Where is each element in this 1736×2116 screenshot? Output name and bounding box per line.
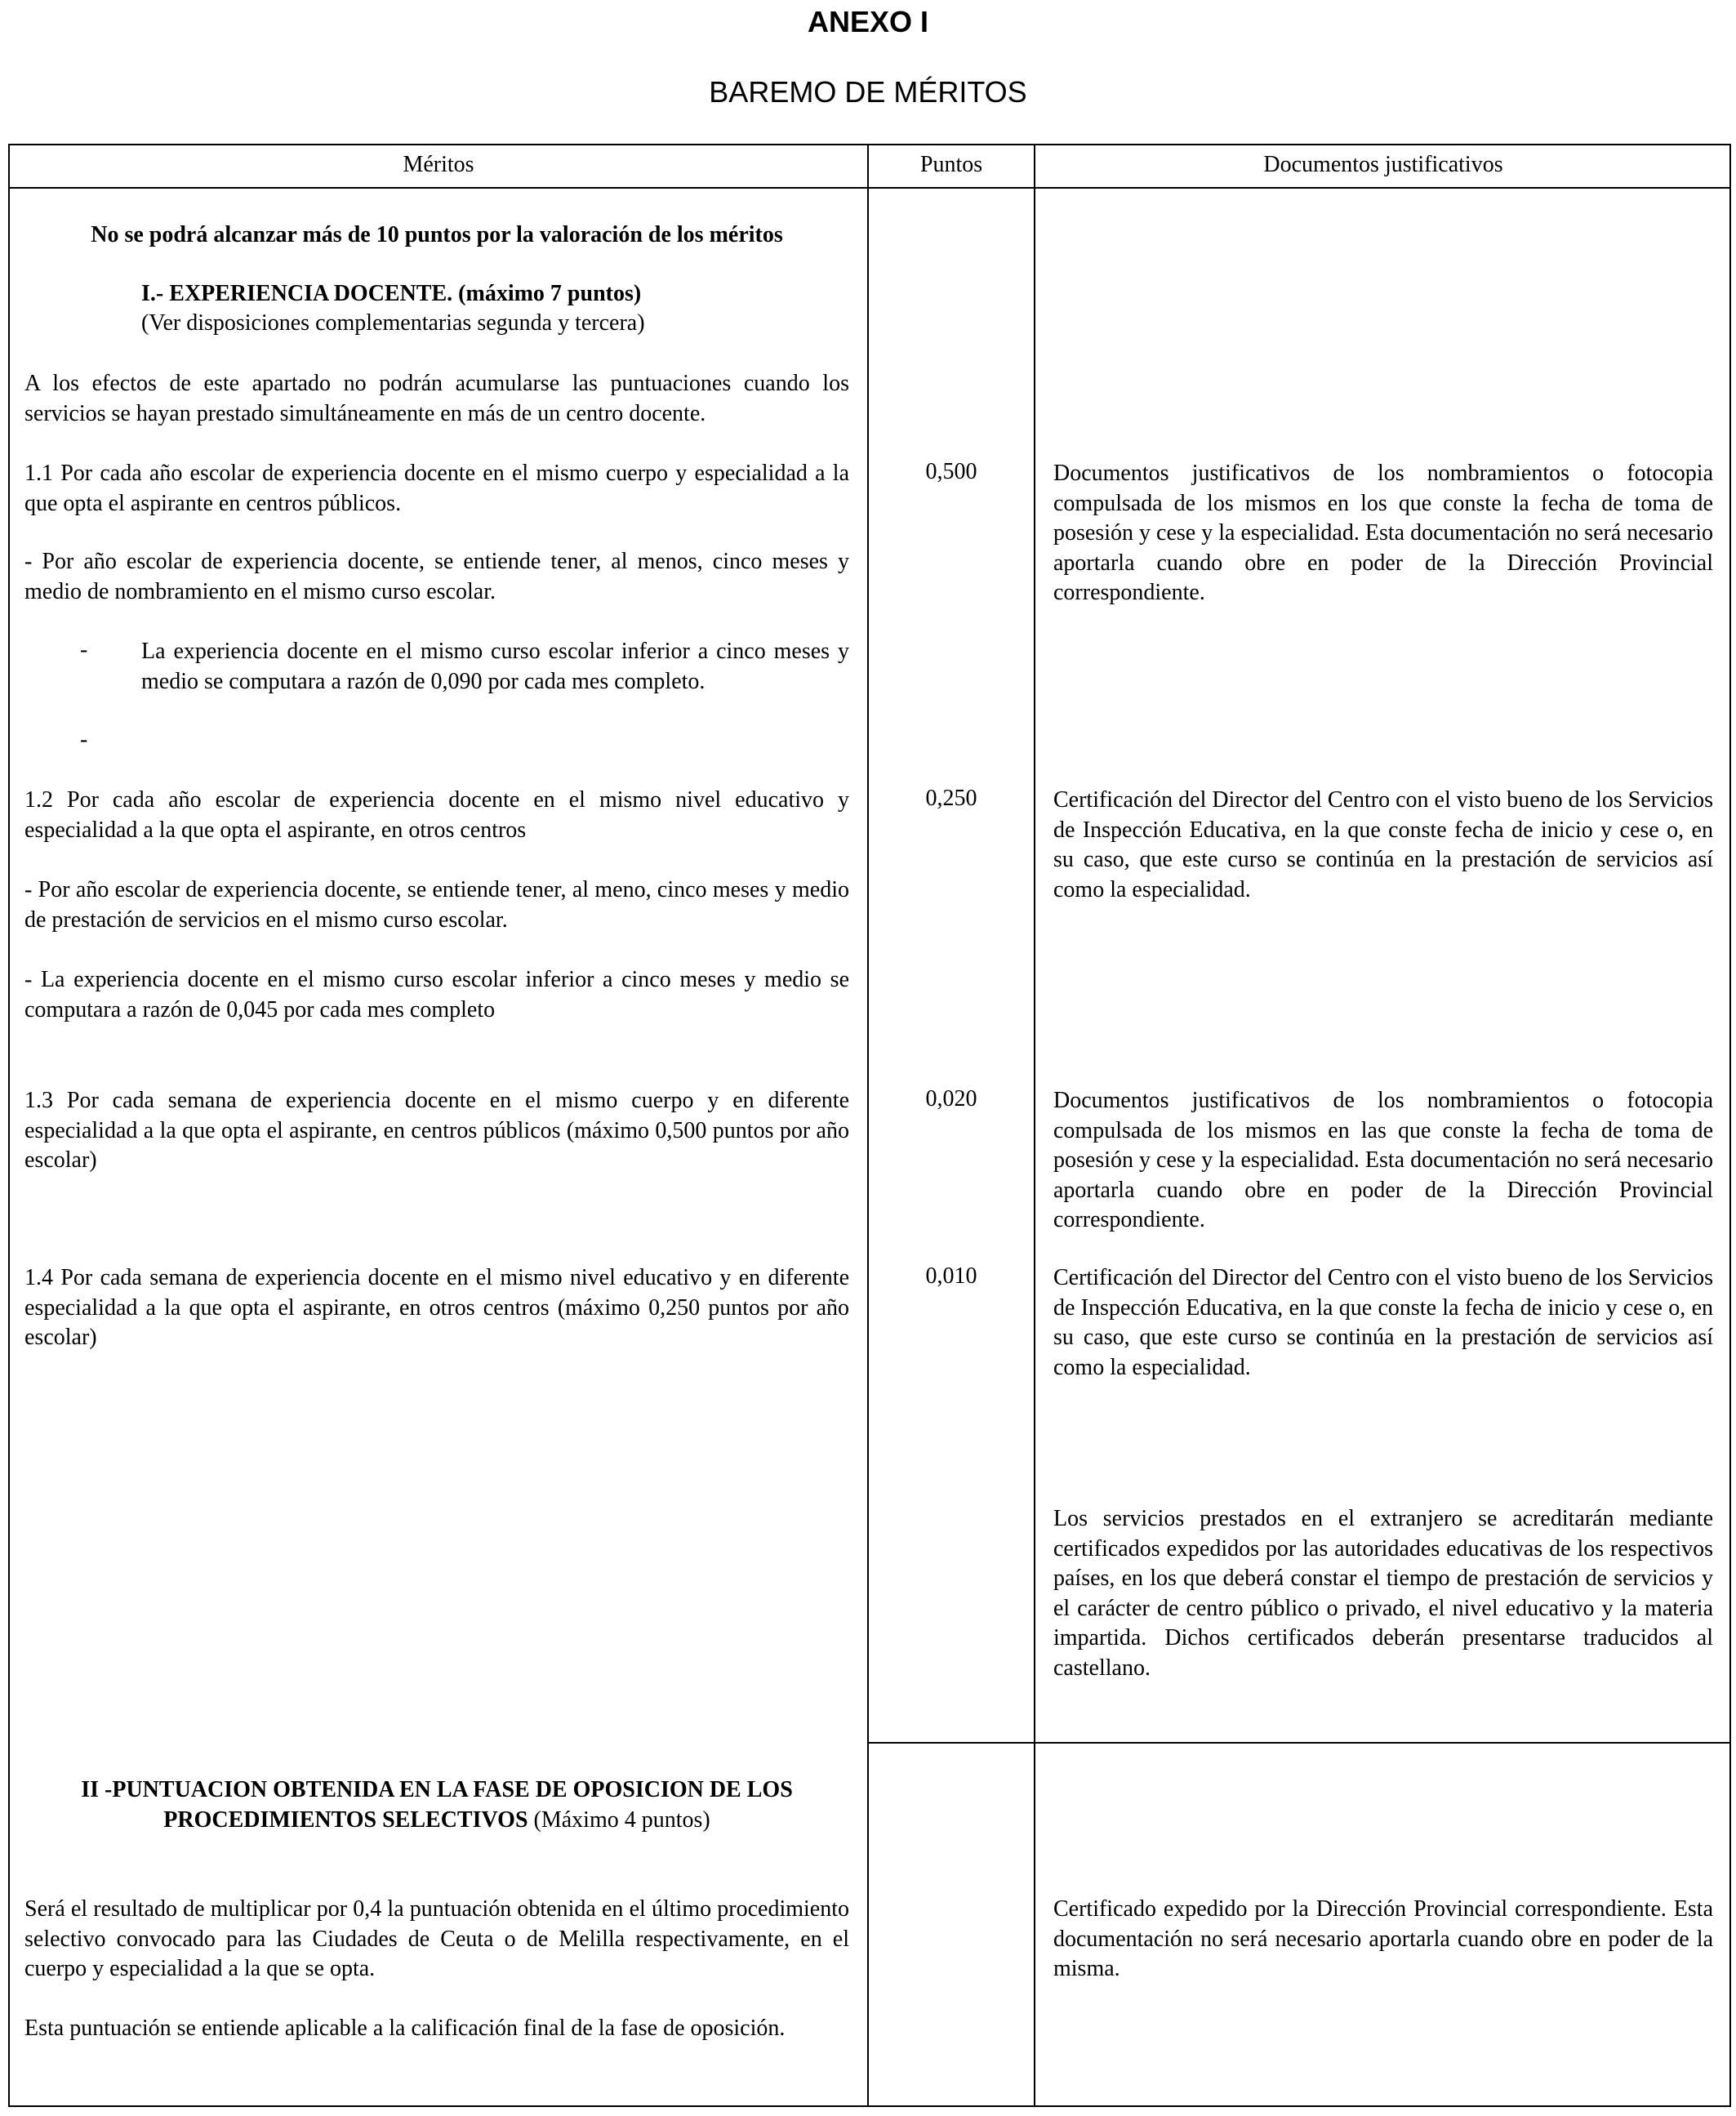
item-1-2-note-1: - Por año escolar de experiencia docente, se entiende tener, al meno, cinco meses y medio de prestación de servicios en el mismo curso escolar. bbox=[24, 877, 849, 933]
item-1-2-points: 0,250 bbox=[925, 786, 977, 811]
item-1-4-docs: Certificación del Director del Centro con el visto bueno de los Servicios de Inspección Educativa, en la que conste la fecha de inicio y cese o, en su caso, que este curso se continúa en la prestación de servicios así como la especialidad. bbox=[1053, 1265, 1713, 1380]
item-1-1-docs: Documentos justificativos de los nombramientos o fotocopia compulsada de los mismos en los que conste la fecha de toma de posesión y cese y la especialidad. Esta documentación no será necesario aportarla cuando obre en poder de la Dirección Provincial correspondiente. bbox=[1053, 461, 1713, 605]
section-2-text: Será el resultado de multiplicar por 0,4 la puntuación obtenida en el último procedimiento selectivo convocado para las Ciudades de Ceuta o de Melilla respectivamente, en el cuerpo y especialidad a la que se opta. bbox=[24, 1896, 849, 1981]
section-2-title-main: II -PUNTUACION OBTENIDA EN LA FASE DE OPOSICION DE LOS PROCEDIMIENTOS SELECTIVOS bbox=[81, 1777, 793, 1833]
header-row-divider bbox=[8, 187, 1731, 189]
section-2-title-max: (Máximo 4 puntos) bbox=[527, 1806, 710, 1833]
item-1-2-note-2: - La experiencia docente en el mismo curso escolar inferior a cinco meses y medio se computara a razón de 0,045 por cada mes completo bbox=[24, 967, 849, 1022]
section-2-docs: Certificado expedido por la Dirección Provincial correspondiente. Esta documentación no será necesario aportarla cuando obre en poder de la misma. bbox=[1053, 1896, 1713, 1981]
foreign-services-docs: Los servicios prestados en el extranjero se acreditarán mediante certificados expedidos por las autoridades educativas de los respectivos países, en los que deberá constar el tiempo de prestación de servicios y el carácter de centro público o privado, el nivel educativo y la materia impartida. Dichos certificados deberán presentarse traducidos al castellano. bbox=[1053, 1506, 1713, 1681]
column-divider bbox=[867, 144, 869, 2107]
annex-heading: ANEXO I bbox=[807, 5, 929, 38]
document-title: BAREMO DE MÉRITOS bbox=[709, 75, 1027, 109]
section-2-title bbox=[24, 1775, 849, 1835]
item-1-2-docs: Certificación del Director del Centro con el visto bueno de los Servicios de Inspección Educativa, en la que conste fecha de inicio y cese o, en su caso, que este curso se continúa en la prestación de servicios así como la especialidad. bbox=[1053, 787, 1713, 902]
section-1-subtitle: (Ver disposiciones complementarias segunda y tercera) bbox=[141, 310, 645, 336]
section-2-note: Esta puntuación se entiende aplicable a la calificación final de la fase de oposición. bbox=[24, 2016, 786, 2041]
item-1-3-points: 0,020 bbox=[925, 1086, 977, 1111]
item-1-1-text: 1.1 Por cada año escolar de experiencia docente en el mismo cuerpo y especialidad a la que opta el aspirante en centros públicos. bbox=[24, 461, 849, 516]
item-1-1-bullet: La experiencia docente en el mismo curso escolar inferior a cinco meses y medio se computara a razón de 0,090 por cada mes completo. bbox=[141, 639, 849, 694]
item-1-1-points: 0,500 bbox=[925, 459, 977, 484]
item-1-4-text: 1.4 Por cada semana de experiencia docente en el mismo nivel educativo y en diferente especialidad a la que opta el aspirante, en otros centros (máximo 0,250 puntos por año escolar) bbox=[24, 1265, 849, 1350]
item-1-4-points: 0,010 bbox=[925, 1263, 977, 1289]
item-1-3-docs: Documentos justificativos de los nombramientos o fotocopia compulsada de los mismos en las que conste la fecha de toma de posesión y cese y la especialidad. Esta documentación no será necesario aportarla cuando obre en poder de la Dirección Provincial correspondiente. bbox=[1053, 1088, 1713, 1232]
column-header-meritos: Méritos bbox=[403, 152, 474, 177]
item-1-2-text: 1.2 Por cada año escolar de experiencia docente en el mismo nivel educativo y especialidad a la que opta el aspirante, en otros centros bbox=[24, 787, 849, 843]
points-limit-note: No se podrá alcanzar más de 10 puntos por la valoración de los méritos bbox=[91, 222, 783, 247]
item-1-3-text: 1.3 Por cada semana de experiencia docente en el mismo cuerpo y en diferente especialidad a la que opta el aspirante, en centros públicos (máximo 0,500 puntos por año escolar) bbox=[24, 1088, 849, 1173]
section-1-title: I.- EXPERIENCIA DOCENTE. (máximo 7 puntos) bbox=[141, 281, 642, 306]
column-divider bbox=[1034, 144, 1035, 2107]
item-1-1-note: - Por año escolar de experiencia docente, se entiende tener, al menos, cinco meses y medio de nombramiento en el mismo curso escolar. bbox=[24, 549, 849, 604]
column-header-puntos: Puntos bbox=[919, 152, 983, 177]
section-divider bbox=[867, 1742, 1731, 1744]
list-dash: - bbox=[80, 637, 88, 662]
list-dash: - bbox=[80, 727, 88, 752]
section-1-note: A los efectos de este apartado no podrán acumularse las puntuaciones cuando los servicios se hayan prestado simultáneamente en más de un centro docente. bbox=[24, 371, 849, 426]
column-header-documentos: Documentos justificativos bbox=[1263, 152, 1503, 177]
